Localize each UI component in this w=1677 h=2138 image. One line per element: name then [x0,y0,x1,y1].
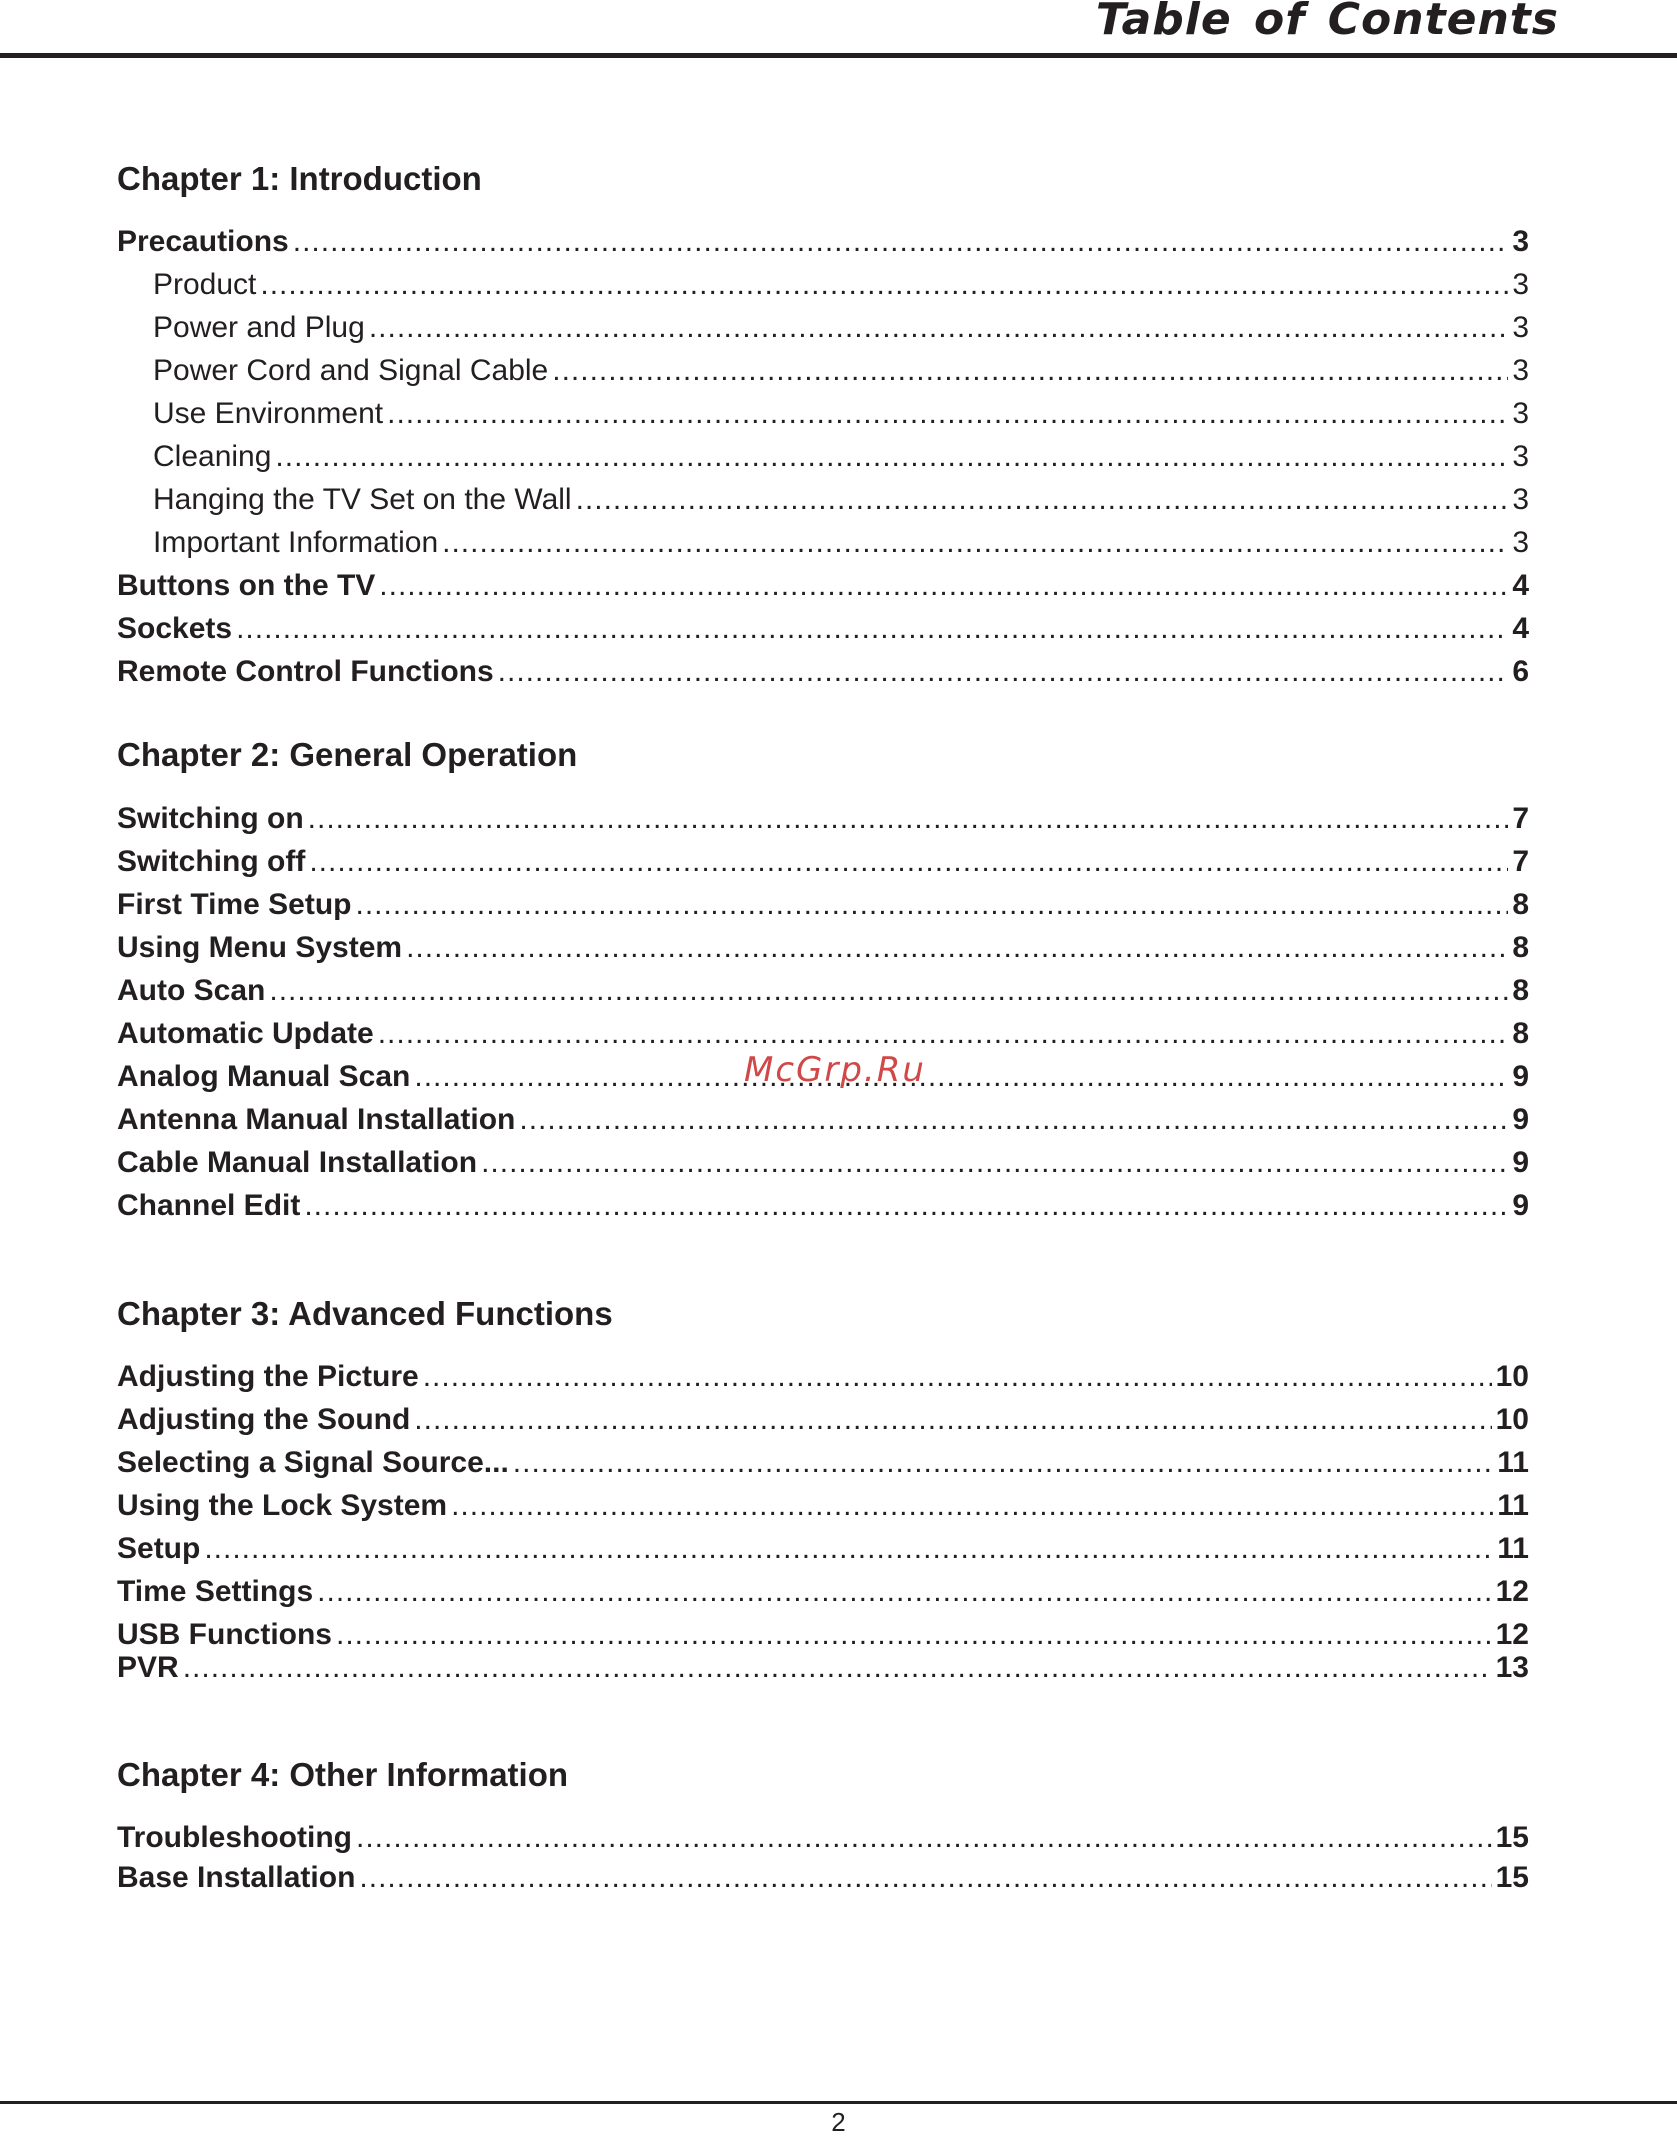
toc-entry-page: 11 [1497,1532,1529,1565]
dot-leader [498,652,1509,692]
toc-entry[interactable] [117,842,1529,882]
toc-entry-page: 9 [1512,1103,1529,1136]
page-title: Table of Contents [1095,0,1559,45]
toc-entry-label: Channel Edit [117,1189,301,1222]
toc-entry[interactable] [117,1486,1529,1526]
toc-entry-page: 8 [1512,974,1529,1007]
toc-entry-page: 13 [1495,1651,1529,1684]
toc-entry-page: 3 [1512,268,1529,301]
dot-leader [260,265,1508,305]
toc-entry[interactable] [117,1400,1529,1440]
toc-entry-label: Antenna Manual Installation [117,1103,516,1136]
toc-entry-page: 4 [1512,612,1529,645]
toc-entry[interactable] [117,480,1529,520]
toc-entry-page: 9 [1512,1189,1529,1222]
dot-leader [379,566,1508,606]
toc-entry-label: Cleaning [153,440,272,473]
toc-entry[interactable] [117,394,1529,434]
toc-entry-label: First Time Setup [117,888,352,921]
toc-entry[interactable] [117,1648,1529,1688]
dot-leader [359,1858,1491,1898]
toc-entry-page: 15 [1495,1861,1529,1894]
toc-entry-label: Adjusting the Sound [117,1403,411,1436]
toc-entry-page: 10 [1495,1360,1529,1393]
dot-leader [204,1529,1493,1569]
toc-entry[interactable] [117,222,1529,262]
dot-leader [442,523,1508,563]
dot-leader [414,1057,1508,1097]
dot-leader [451,1486,1493,1526]
toc-entry-page: 15 [1495,1821,1529,1854]
chapter-heading: Chapter 2: General Operation [117,736,578,773]
header-divider [0,53,1677,58]
toc-entry[interactable] [117,1858,1529,1898]
toc-entry-label: USB Functions [117,1618,332,1651]
toc-entry-label: Auto Scan [117,974,266,1007]
toc-entry-page: 3 [1512,526,1529,559]
toc-entry[interactable] [117,1529,1529,1569]
toc-entry[interactable] [117,1443,1529,1483]
toc-entry[interactable] [117,523,1529,563]
toc-entry[interactable] [117,437,1529,477]
chapter-heading: Chapter 1: Introduction [117,160,482,197]
dot-leader [406,928,1508,968]
toc-entry-page: 3 [1512,225,1529,258]
dot-leader [552,351,1508,391]
toc-entry[interactable] [117,1572,1529,1612]
toc-entry-label: Important Information [153,526,439,559]
toc-entry-page: 12 [1495,1575,1529,1608]
toc-entry-page: 11 [1497,1446,1529,1479]
dot-leader [356,1818,1492,1858]
toc-entry-page: 10 [1495,1403,1529,1436]
toc-entry[interactable] [117,1186,1529,1226]
toc-entry-page: 3 [1512,397,1529,430]
toc-entry-label: Adjusting the Picture [117,1360,419,1393]
watermark: McGrp.Ru [744,1050,926,1090]
toc-entry-label: Power and Plug [153,311,365,344]
toc-entry-label: Using the Lock System [117,1489,448,1522]
toc-entry-label: Remote Control Functions [117,655,494,688]
toc-entry[interactable] [117,652,1529,692]
toc-entry-label: Power Cord and Signal Cable [153,354,549,387]
toc-entry-label: Cable Manual Installation [117,1146,478,1179]
dot-leader [269,971,1508,1011]
toc-entry-label: PVR [117,1651,179,1684]
dot-leader [236,609,1508,649]
toc-entry-page: 12 [1495,1618,1529,1651]
toc-entry-label: Switching on [117,802,304,835]
toc-entry-label: Product [153,268,257,301]
toc-entry[interactable] [117,1143,1529,1183]
dot-leader [369,308,1509,348]
chapter-heading: Chapter 4: Other Information [117,1756,569,1793]
dot-leader [308,799,1509,839]
toc-entry[interactable] [117,1014,1529,1054]
toc-entry[interactable] [117,928,1529,968]
toc-entry[interactable] [117,971,1529,1011]
toc-entry[interactable] [117,1357,1529,1397]
toc-entry[interactable] [117,351,1529,391]
toc-entry-page: 4 [1512,569,1529,602]
toc-entry-page: 11 [1497,1489,1529,1522]
toc-entry-label: Buttons on the TV [117,569,376,602]
toc-entry-label: Troubleshooting [117,1821,352,1854]
chapter-heading: Chapter 3: Advanced Functions [117,1295,613,1332]
toc-entry-label: Setup [117,1532,201,1565]
toc-entry[interactable] [117,609,1529,649]
toc-entry[interactable] [117,1100,1529,1140]
toc-entry-page: 9 [1512,1146,1529,1179]
dot-leader [387,394,1508,434]
dot-leader [423,1357,1492,1397]
toc-entry-page: 3 [1512,440,1529,473]
toc-entry-label: Precautions [117,225,289,258]
toc-entry-label: Selecting a Signal Source... [117,1446,509,1479]
toc-entry-label: Switching off [117,845,306,878]
toc-entry[interactable] [117,566,1529,606]
dot-leader [275,437,1508,477]
toc-entry[interactable] [117,1057,1529,1097]
toc-entry-label: Hanging the TV Set on the Wall [153,483,572,516]
toc-entry-label: Using Menu System [117,931,403,964]
toc-entry[interactable] [117,799,1529,839]
page-number: 2 [831,2107,846,2137]
toc-entry-page: 3 [1512,311,1529,344]
dot-leader [576,480,1509,520]
toc-entry-label: Analog Manual Scan [117,1060,411,1093]
dot-leader [513,1443,1493,1483]
toc-entry-page: 8 [1512,888,1529,921]
toc-entry[interactable] [117,308,1529,348]
dot-leader [356,885,1509,925]
dot-leader [293,222,1509,262]
dot-leader [304,1186,1508,1226]
toc-entry-page: 7 [1512,802,1529,835]
toc-entry-page: 9 [1512,1060,1529,1093]
toc-entry-page: 7 [1512,845,1529,878]
toc-entry[interactable] [117,885,1529,925]
dot-leader [317,1572,1491,1612]
toc-entry-label: Base Installation [117,1861,356,1894]
toc-entry-label: Time Settings [117,1575,314,1608]
toc-entry-page: 8 [1512,931,1529,964]
toc-entry-page: 3 [1512,483,1529,516]
dot-leader [414,1400,1491,1440]
toc-entry-page: 8 [1512,1017,1529,1050]
dot-leader [309,842,1508,882]
toc-entry-label: Use Environment [153,397,384,430]
toc-entry-label: Automatic Update [117,1017,374,1050]
dot-leader [378,1014,1509,1054]
toc-entry[interactable] [117,265,1529,305]
dot-leader [481,1143,1508,1183]
toc-entry-label: Sockets [117,612,233,645]
dot-leader [183,1648,1492,1688]
dot-leader [519,1100,1508,1140]
toc-entry-page: 3 [1512,354,1529,387]
footer-divider [0,2101,1677,2104]
toc-entry[interactable] [117,1818,1529,1858]
toc-entry-page: 6 [1512,655,1529,688]
